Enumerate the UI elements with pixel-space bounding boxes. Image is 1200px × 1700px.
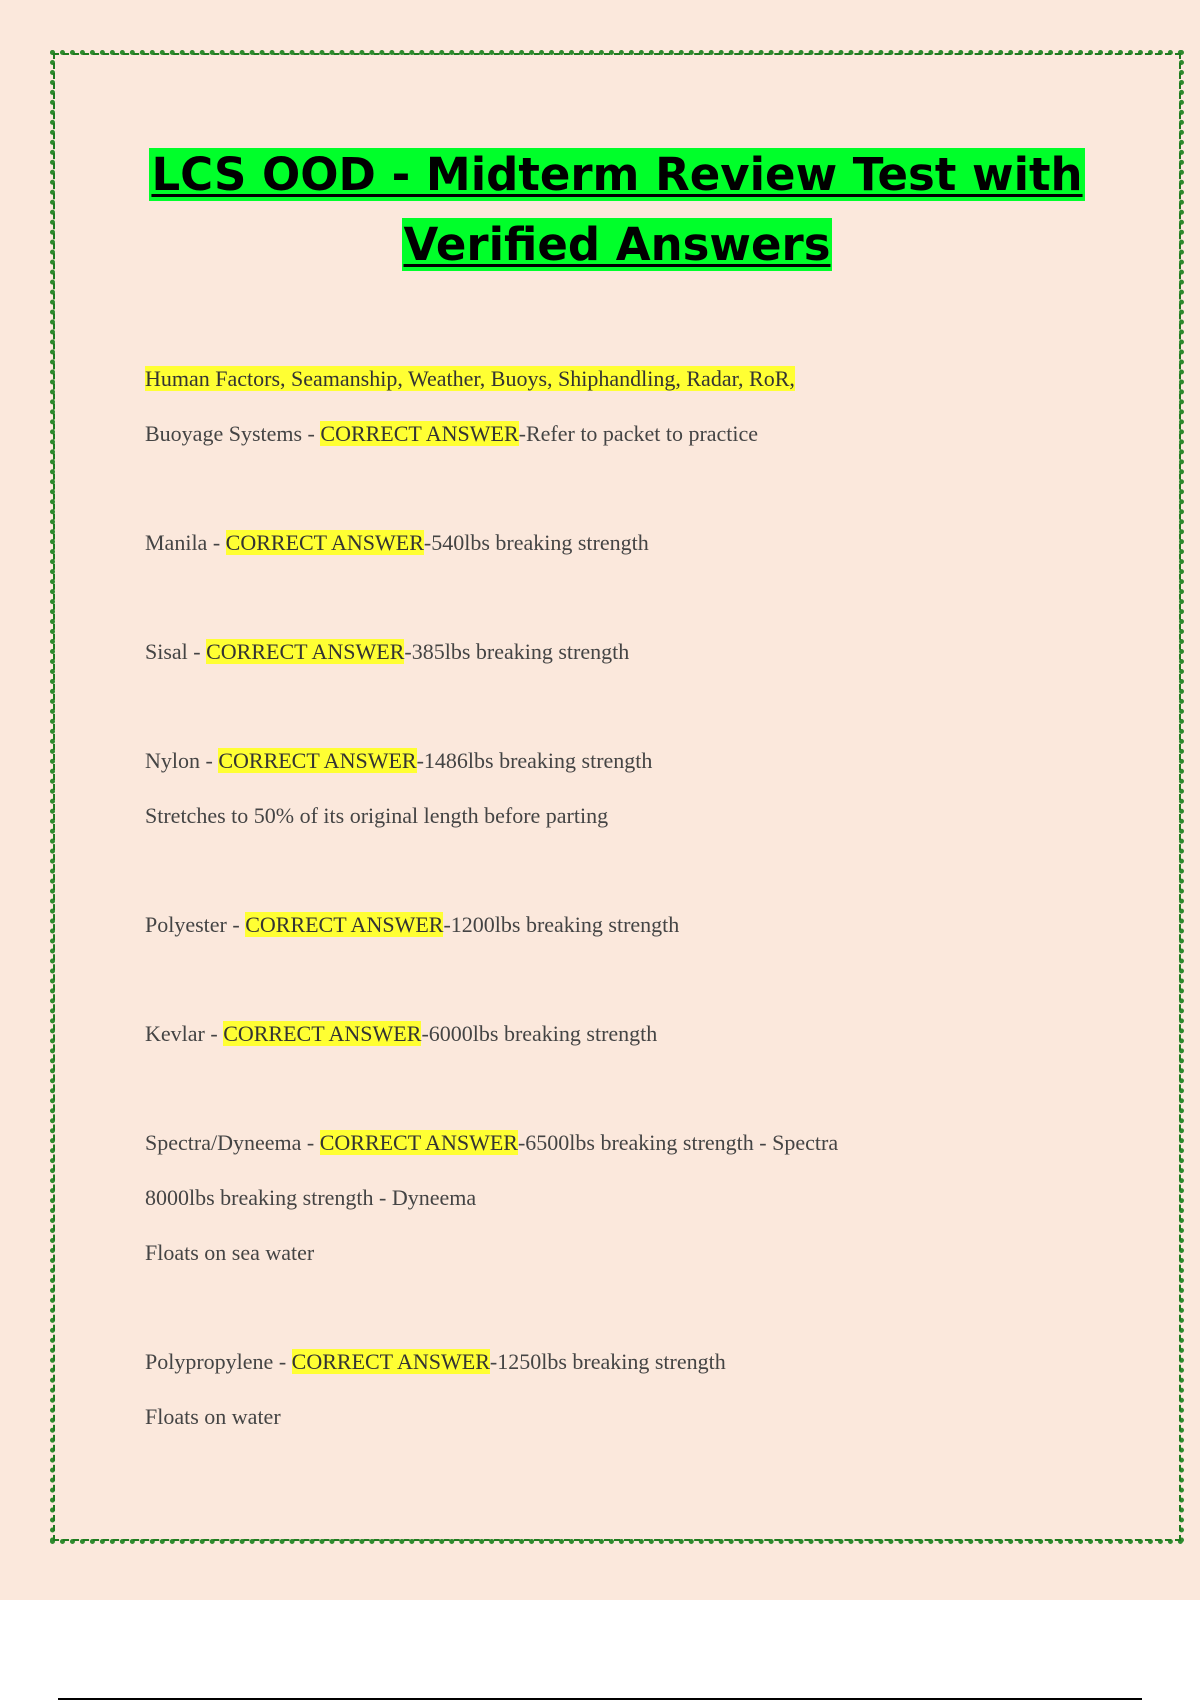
qa-item <box>145 1015 1125 1070</box>
answer-text: -1200lbs breaking strength <box>443 912 680 937</box>
correct-answer-label: CORRECT ANSWER <box>206 639 405 664</box>
qa-item <box>145 906 1125 961</box>
qa-item <box>145 1124 1125 1179</box>
answer-note: 8000lbs breaking strength - Dyneema <box>145 1185 477 1210</box>
qa-item <box>145 1343 1125 1398</box>
correct-answer-label: CORRECT ANSWER <box>320 421 519 446</box>
question-text: Polyester - <box>145 912 246 937</box>
answer-text: -6500lbs breaking strength - Spectra <box>517 1130 839 1155</box>
correct-answer-label: CORRECT ANSWER <box>218 748 417 773</box>
topics-text: Human Factors, Seamanship, Weather, Buoys, Shiphandling, Radar, RoR, <box>145 366 795 391</box>
question-text: Spectra/Dyneema - <box>145 1130 320 1155</box>
answer-text: -Refer to packet to practice <box>518 421 759 446</box>
question-text: Sisal - <box>145 639 207 664</box>
qa-item <box>145 742 1125 797</box>
question-text: Kevlar - <box>145 1021 224 1046</box>
answer-text: -1486lbs breaking strength <box>416 748 653 773</box>
qa-item <box>145 415 1125 470</box>
topics-line <box>145 360 1125 415</box>
title-line-2: Verified Answers <box>403 218 831 271</box>
page-title <box>100 140 1134 280</box>
question-text: Nylon - <box>145 748 219 773</box>
correct-answer-label: CORRECT ANSWER <box>225 530 424 555</box>
correct-answer-label: CORRECT ANSWER <box>223 1021 422 1046</box>
question-text: Manila - <box>145 530 226 555</box>
qa-item <box>145 524 1125 579</box>
qa-item <box>145 633 1125 688</box>
title-line-1: LCS OOD - Midterm Review Test with <box>151 148 1083 201</box>
correct-answer-label: CORRECT ANSWER <box>319 1130 518 1155</box>
answer-text: -540lbs breaking strength <box>423 530 649 555</box>
correct-answer-label: CORRECT ANSWER <box>245 912 444 937</box>
question-text: Polypropylene - <box>145 1349 292 1374</box>
question-text: Buoyage Systems - <box>145 421 321 446</box>
answer-note: Floats on sea water <box>145 1240 315 1265</box>
answer-text: -385lbs breaking strength <box>404 639 630 664</box>
correct-answer-label: CORRECT ANSWER <box>291 1349 490 1374</box>
answer-note: Stretches to 50% of its original length before parting <box>145 803 609 828</box>
answer-text: -1250lbs breaking strength <box>489 1349 726 1374</box>
qa-content <box>145 360 1125 1453</box>
answer-note: Floats on water <box>145 1404 281 1429</box>
answer-text: -6000lbs breaking strength <box>421 1021 658 1046</box>
